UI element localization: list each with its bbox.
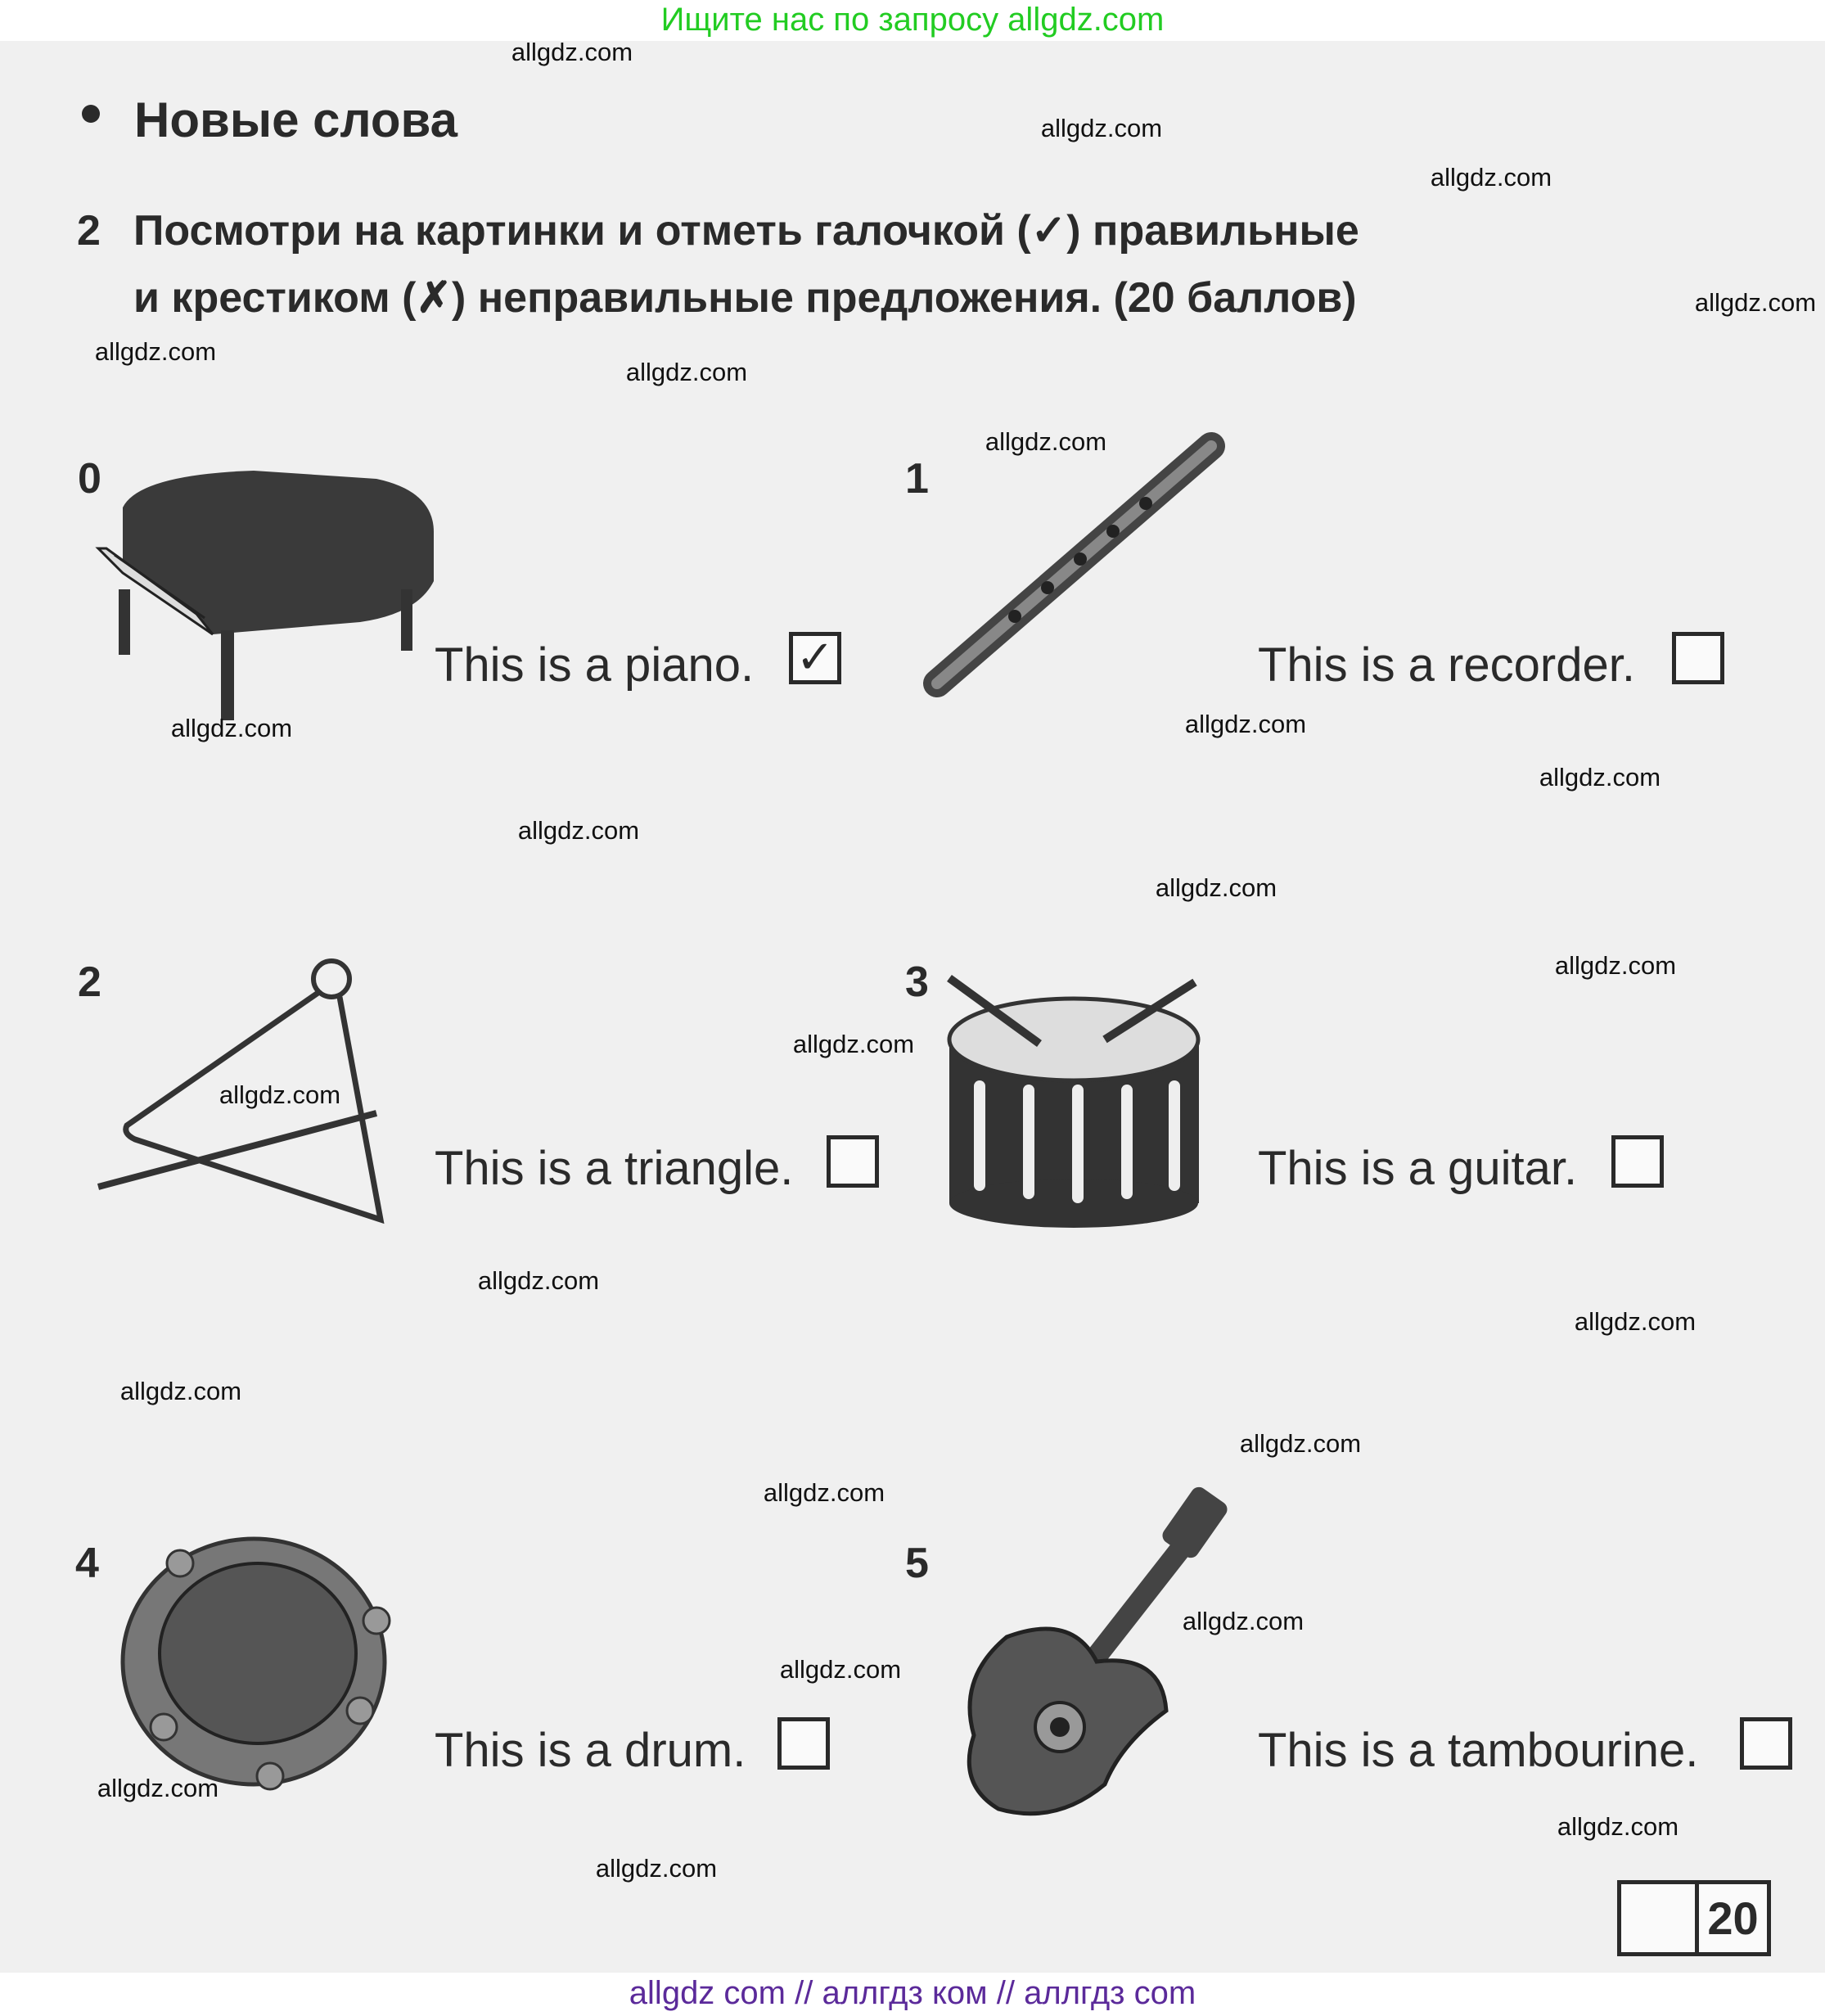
- item-number: 1: [905, 455, 929, 503]
- answer-checkbox[interactable]: ✓: [789, 632, 841, 684]
- watermark-text: allgdz.com: [1239, 1429, 1362, 1458]
- watermark-text: allgdz.com: [792, 1030, 915, 1058]
- section-title-text: Новые слова: [134, 92, 457, 147]
- answer-checkbox[interactable]: [1672, 632, 1724, 684]
- watermark-text: allgdz.com: [985, 427, 1107, 456]
- watermark-text: allgdz.com: [97, 1774, 219, 1802]
- watermark-text: allgdz.com: [595, 1854, 718, 1883]
- piano-picture: [90, 458, 442, 728]
- watermark-text: allgdz.com: [511, 38, 633, 66]
- score-earned-field[interactable]: [1621, 1884, 1699, 1952]
- answer-checkbox[interactable]: [1611, 1135, 1664, 1188]
- task-number: 2: [77, 207, 101, 255]
- watermark-text: allgdz.com: [94, 337, 217, 366]
- watermark-text: allgdz.com: [170, 714, 293, 742]
- section-title: [82, 92, 457, 148]
- watermark-text: allgdz.com: [1040, 114, 1163, 142]
- guitar-picture: [958, 1473, 1236, 1833]
- score-box: [1617, 1880, 1771, 1956]
- answer-checkbox[interactable]: [827, 1135, 879, 1188]
- watermark-text: allgdz.com: [779, 1655, 902, 1684]
- score-max: 20: [1707, 1892, 1759, 1944]
- watermark-text: allgdz.com: [1557, 1812, 1679, 1841]
- watermark-text: allgdz.com: [219, 1080, 341, 1109]
- watermark-text: allgdz.com: [517, 816, 640, 845]
- sentence-text: This is a drum.: [435, 1724, 746, 1777]
- sentence-text: This is a recorder.: [1258, 638, 1635, 692]
- watermark-text: allgdz.com: [1182, 1607, 1305, 1635]
- top-banner: Ищите нас по запросу allgdz.com: [660, 2, 1165, 38]
- answer-checkbox[interactable]: [1740, 1717, 1792, 1770]
- sentence-text: This is a guitar.: [1258, 1142, 1578, 1195]
- watermark-text: allgdz.com: [1155, 873, 1278, 902]
- sentence-text: This is a piano.: [435, 638, 755, 692]
- watermark-text: allgdz.com: [119, 1377, 242, 1405]
- item-number: 5: [905, 1540, 929, 1587]
- item-number: 0: [78, 455, 101, 503]
- watermark-text: allgdz.com: [1554, 951, 1677, 980]
- drum-picture: [941, 966, 1211, 1236]
- sentence-text: This is a triangle.: [435, 1142, 794, 1195]
- item-number: 4: [75, 1540, 99, 1587]
- watermark-text: allgdz.com: [763, 1478, 885, 1507]
- watermark-text: allgdz.com: [1574, 1307, 1697, 1336]
- watermark-text: allgdz.com: [1539, 763, 1661, 792]
- item-number: 2: [78, 958, 101, 1006]
- sentence-text: This is a tambourine.: [1258, 1724, 1699, 1777]
- item-number: 3: [905, 958, 929, 1006]
- watermark-text: allgdz.com: [1694, 288, 1817, 317]
- watermark-text: allgdz.com: [477, 1266, 600, 1295]
- watermark-text: allgdz.com: [1430, 163, 1552, 192]
- answer-checkbox[interactable]: [777, 1717, 830, 1770]
- tambourine-picture: [115, 1531, 393, 1801]
- task-instruction-line-1: Посмотри на картинки и отметь галочкой (✓) правильные: [133, 207, 1359, 255]
- watermark-text: allgdz.com: [1184, 710, 1307, 738]
- recorder-picture: [917, 430, 1236, 700]
- bottom-banner: allgdz com // аллгдз ком // аллгдз com: [0, 1973, 1825, 2016]
- task-instruction-line-2: и крестиком (✗) неправильные предложения. (20 баллов): [133, 274, 1357, 322]
- watermark-text: allgdz.com: [625, 358, 748, 386]
